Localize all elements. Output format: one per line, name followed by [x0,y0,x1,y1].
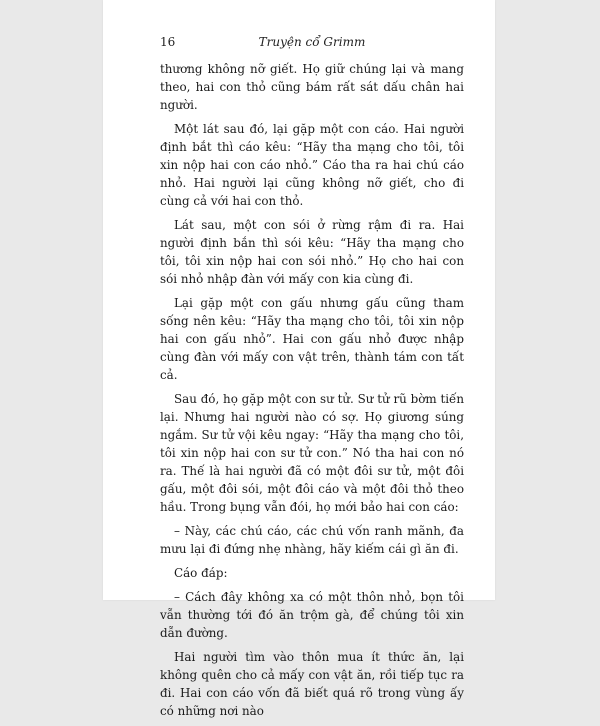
running-title: Truyện cổ Grimm [258,35,366,49]
paragraph: Cáo đáp: [174,566,228,580]
page-header [160,35,464,53]
book-page [103,0,495,718]
paragraph: Lát sau, một con sói ở rừng rậm đi ra. Hai người định bắn thì sói kêu: “Hãy tha mạng cho tôi, tôi xin nộp hai con sói nhỏ.” Họ cho hai con sói nhỏ nhập đàn với mấy con kia cùng đi. [160,218,464,286]
paragraph: – Này, các chú cáo, các chú vốn ranh mãnh, đa mưu lại đi đứng nhẹ nhàng, hãy kiếm cái gì ăn đi. [160,524,464,556]
paragraph: thương không nỡ giết. Họ giữ chúng lại và mang theo, hai con thỏ cũng bám rất sát dấu chân hai người. [160,62,464,112]
page-number: 16 [160,35,176,49]
paragraph: Một lát sau đó, lại gặp một con cáo. Hai người định bắt thì cáo kêu: “Hãy tha mạng cho tôi, tôi xin nộp hai con cáo nhỏ.” Cáo tha ra hai chú cáo nhỏ. Hai người lại cũng không nỡ giết, cho đi cùng cả với hai con thỏ. [160,122,464,208]
paragraph: Hai người tìm vào thôn mua ít thức ăn, lại không quên cho cả mấy con vật ăn, rồi tiếp tục ra đi. Hai con cáo vốn đã biết quá rõ trong vùng ấy có những nơi nào [160,650,464,718]
paragraph: Sau đó, họ gặp một con sư tử. Sư tử rũ bờm tiến lại. Nhưng hai người nào có sợ. Họ giương súng ngắm. Sư tử vội kêu ngay: “Hãy tha mạng cho tôi, tôi xin nộp hai con sư tử con.” Nó tha hai con nó ra. Thế là hai người đã có một đôi sư tử, một đôi gấu, một đôi sói, một đôi cáo và một đôi thỏ theo hầu. Trong bụng vẫn đói, họ mới bảo hai con cáo: [160,392,464,514]
paragraph: – Cách đây không xa có một thôn nhỏ, bọn tôi vẫn thường tới đó ăn trộm gà, để chúng tôi xin dẫn đường. [160,590,464,640]
paragraph: Lại gặp một con gấu nhưng gấu cũng tham sống nên kêu: “Hãy tha mạng cho tôi, tôi xin nộp hai con gấu nhỏ”. Hai con gấu nhỏ được nhập cùng đàn với mấy con vật trên, thành tám con tất cả. [160,296,464,382]
page-body [160,60,464,726]
